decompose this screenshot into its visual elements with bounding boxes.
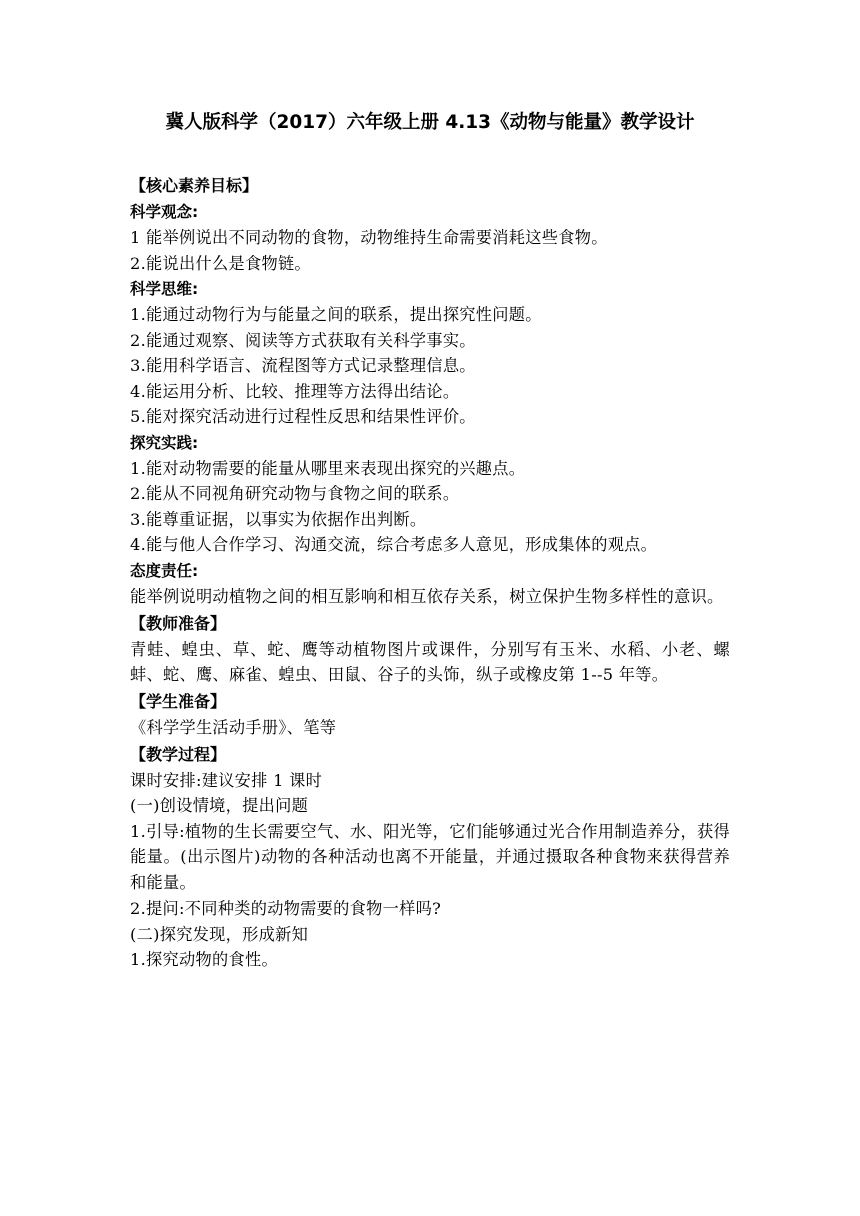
- science-thinking-item: 5.能对探究活动进行过程性反思和结果性评价。: [130, 407, 476, 426]
- science-thinking-item: 4.能运用分析、比较、推理等方法得出结论。: [130, 381, 460, 401]
- science-thinking-label: 科学思维:: [130, 280, 199, 298]
- inquiry-practice-item: 2.能从不同视角研究动物与食物之间的联系。: [130, 484, 460, 503]
- process-step1-item: 2.提问:不同种类的动物需要的食物一样吗?: [130, 899, 442, 919]
- science-thinking-item: 2.能通过观察、阅读等方式获取有关科学事实。: [130, 330, 476, 350]
- science-thinking-item: 1.能通过动物行为与能量之间的联系，提出探究性问题。: [130, 305, 542, 324]
- process-step2-title: (二)探究发现，形成新知: [130, 924, 309, 944]
- teacher-prep-heading: 【教师准备】: [130, 613, 227, 633]
- teacher-prep-text: 青蛙、蝗虫、草、蛇、鹰等动植物图片或课件，分别写有玉米、水稻、小老、螺蚌、蛇、鹰、麻雀、蝗虫、田鼠、谷子的头饰，纵子或橡皮第 1--5 年等。: [130, 639, 730, 685]
- process-heading: 【教学过程】: [130, 744, 227, 764]
- core-goals-heading: 【核心素养目标】: [130, 176, 259, 195]
- process-step1-title: (一)创设情境，提出问题: [130, 796, 309, 816]
- science-concept-item: 2.能说出什么是食物链。: [130, 253, 311, 273]
- science-concept-item: 1 能举例说出不同动物的食物，动物维持生命需要消耗这些食物。: [130, 228, 608, 247]
- inquiry-practice-item: 1.能对动物需要的能量从哪里来表现出探究的兴趣点。: [130, 458, 526, 478]
- attitude-text: 能举例说明动植物之间的相互影响和相互依存关系，树立保护生物多样性的意识。: [130, 586, 724, 606]
- science-concept-label: 科学观念:: [130, 203, 199, 221]
- process-step2-item: 1.探究动物的食性。: [130, 950, 278, 970]
- document-body: [130, 172, 730, 973]
- document-title: 冀人版科学（2017）六年级上册 4.13《动物与能量》教学设计: [165, 112, 695, 133]
- science-thinking-item: 3.能用科学语言、流程图等方式记录整理信息。: [130, 356, 476, 375]
- attitude-label: 态度责任:: [130, 561, 199, 580]
- process-step1-item: 1.引导:植物的生长需要空气、水、阳光等，它们能够通过光合作用制造养分，获得能量。(出示图片)动物的各种活动也离不开能量，并通过摄取各种食物来获得营养和能量。: [130, 821, 730, 893]
- inquiry-practice-label: 探究实践:: [130, 433, 199, 452]
- student-prep-heading: 【学生准备】: [130, 692, 227, 712]
- process-schedule: 课时安排:建议安排 1 课时: [130, 770, 323, 790]
- inquiry-practice-item: 4.能与他人合作学习、沟通交流，综合考虑多人意见，形成集体的观点。: [130, 535, 658, 554]
- student-prep-text: 《科学学生活动手册》、笔等: [130, 718, 337, 738]
- inquiry-practice-item: 3.能尊重证据，以事实为依据作出判断。: [130, 509, 427, 529]
